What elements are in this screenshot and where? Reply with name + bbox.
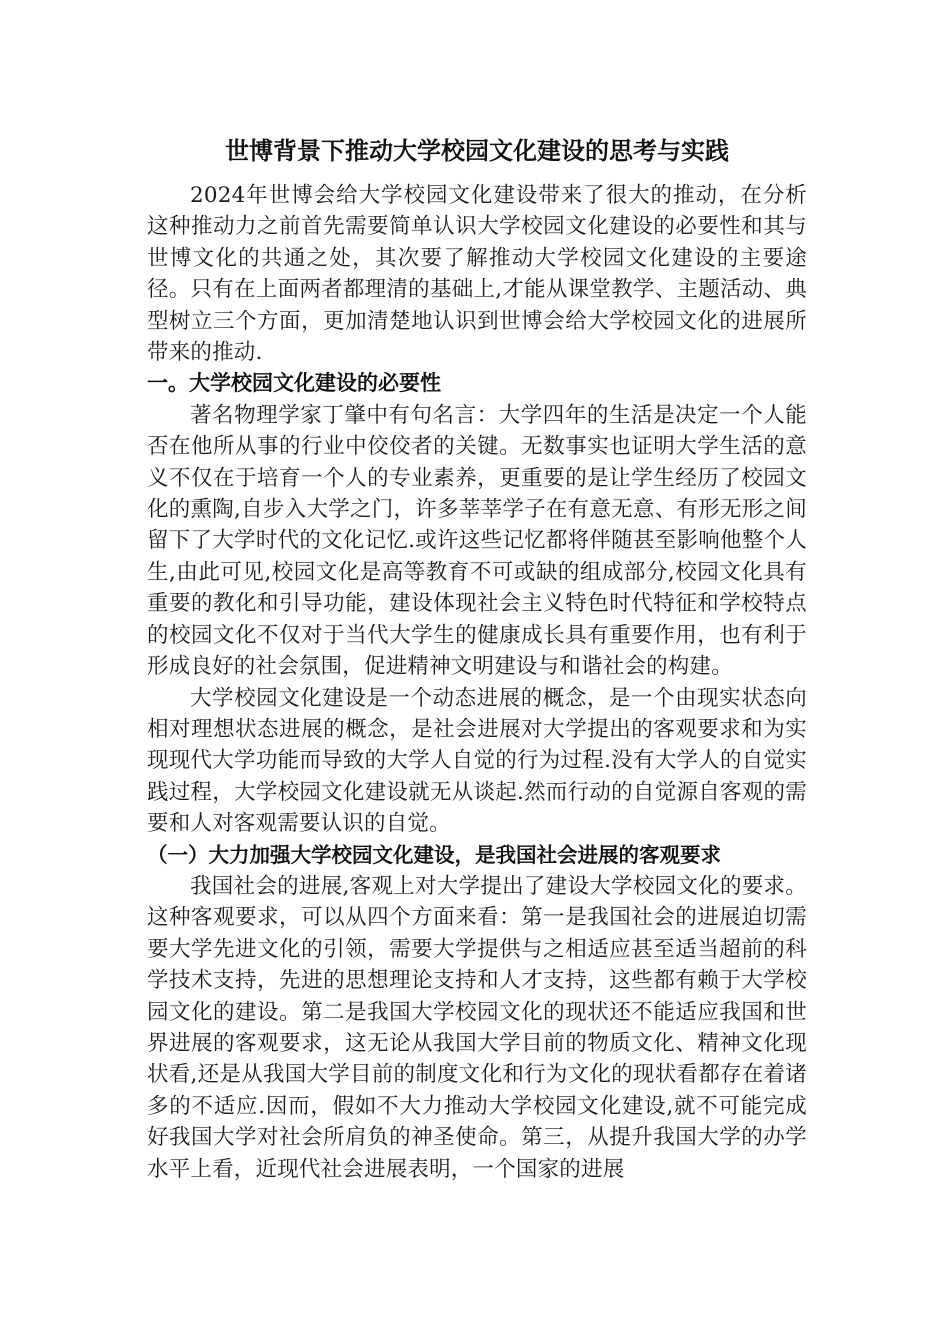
subsection-heading: （一）大力加强大学校园文化建设，是我国社会进展的客观要求 xyxy=(147,842,721,867)
document-title: 世博背景下推动大学校园文化建设的思考与实践 xyxy=(225,137,729,165)
subsection-paragraph-1: 我国社会的进展,客观上对大学提出了建设大学校园文化的要求。这种客观要求，可以从四个方面来看：第一是我国社会的进展迫切需要大学先进文化的引领，需要大学提供与之相适应甚至适当超前的科学技术支持，先进的思想理论支持和人才支持，这些都有赖于大学校园文化的建设。第二是我国大学校园文化的现状还不能适应我国和世界进展的客观要求，这无论从我国大学目前的物质文化、精神文化现状看,还是从我国大学目前的制度文化和行为文化的现状看都存在着诸多的不适应.因而，假如不大力推动大学校园文化建设,就不可能完成好我国大学对社会所肩负的神圣使命。第三，从提升我国大学的办学水平上看，近现代社会进展表明，一个国家的进展 xyxy=(147,873,807,1182)
section-heading: 一。大学校园文化建设的必要性 xyxy=(147,371,441,396)
document-body xyxy=(147,134,807,1185)
intro-paragraph: 2024年世博会给大学校园文化建设带来了很大的推动，在分析这种推动力之前首先需要简单认识大学校园文化建设的必要性和其与世博文化的共通之处，其次要了解推动大学校园文化建设的主要途径。只有在上面两者都理清的基础上,才能从课堂教学、主题活动、典型树立三个方面，更加清楚地认识到世博会给大学校园文化的进展所带来的推动. xyxy=(147,183,807,366)
section-paragraph-1: 著名物理学家丁肇中有句名言：大学四年的生活是决定一个人能否在他所从事的行业中佼佼者的关键。无数事实也证明大学生活的意义不仅在于培育一个人的专业素养，更重要的是让学生经历了校园文化的熏陶,自步入大学之门，许多莘莘学子在有意无意、有形无形之间留下了大学时代的文化记忆.或许这些记忆都将伴随甚至影响他整个人生,由此可见,校园文化是高等教育不可或缺的组成部分,校园文化具有重要的教化和引导功能，建设体现社会主义特色时代特征和学校特点的校园文化不仅对于当代大学生的健康成长具有重要作用，也有利于形成良好的社会氛围，促进精神文明建设与和谐社会的构建。 xyxy=(147,402,807,680)
section-paragraph-2: 大学校园文化建设是一个动态进展的概念，是一个由现实状态向相对理想状态进展的概念，是社会进展对大学提出的客观要求和为实现现代大学功能而导致的大学人自觉的行为过程.没有大学人的自觉实践过程，大学校园文化建设就无从谈起.然而行动的自觉源自客观的需要和人对客观需要认识的自觉。 xyxy=(147,685,807,837)
